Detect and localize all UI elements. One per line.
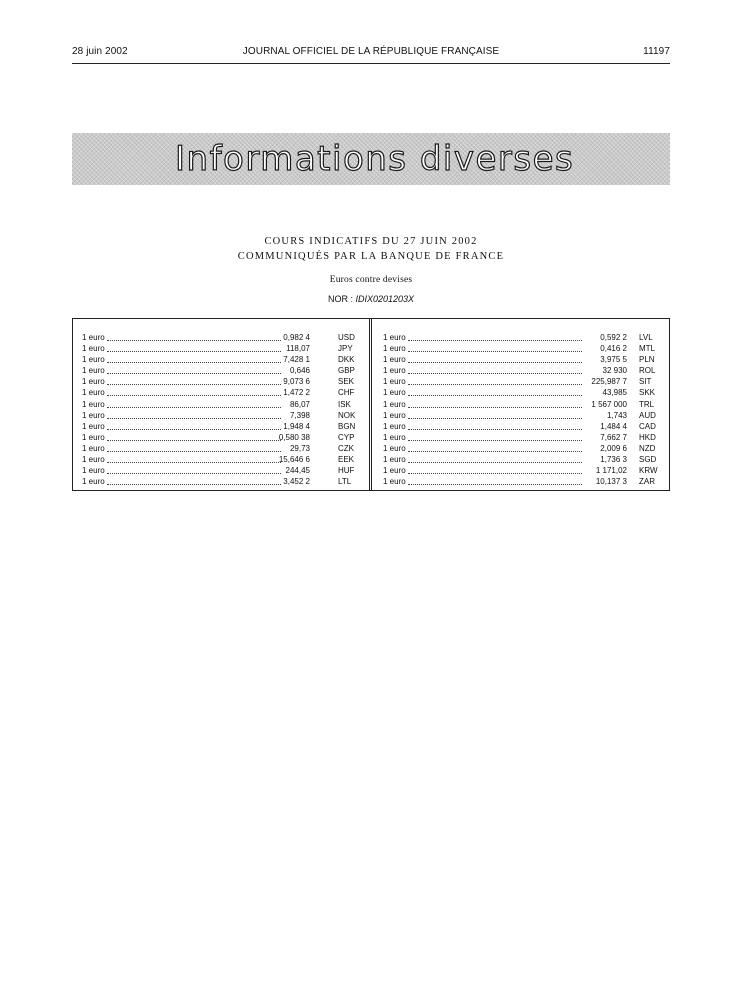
currency-code: ZAR — [639, 477, 655, 487]
rate-row — [82, 410, 362, 421]
rate-row — [82, 343, 362, 354]
rate-unit: 1 euro — [82, 333, 105, 342]
dot-leader — [107, 418, 281, 419]
dot-leader — [408, 429, 582, 430]
rate-unit: 1 euro — [383, 366, 406, 376]
rate-unit: 1 euro — [383, 377, 406, 387]
dot-leader — [408, 351, 582, 352]
currency-code: BGN — [338, 421, 356, 431]
currency-code: EEK — [338, 455, 355, 465]
currency-code: CYP — [338, 432, 355, 442]
rate-value: 0,580 38 — [278, 432, 310, 442]
rate-value: 1,743 — [606, 410, 627, 420]
section-banner — [72, 133, 670, 185]
rate-unit: 1 euro — [383, 388, 406, 398]
rate-value: 0,416 2 — [600, 344, 627, 354]
rate-value: 118,07 — [286, 344, 310, 354]
rate-value: 1,472 2 — [283, 388, 310, 398]
dot-leader — [107, 351, 281, 352]
notice-title-line2: COMMUNIQUÉS PAR LA BANQUE DE FRANCE — [237, 251, 505, 262]
rate-value: 7,428 1 — [283, 355, 310, 365]
rate-value: 29,73 — [289, 443, 310, 453]
dot-leader — [107, 429, 281, 430]
dot-leader — [408, 384, 582, 385]
page-header — [72, 44, 670, 60]
currency-code: HKD — [639, 432, 656, 442]
dot-leader — [408, 473, 582, 474]
currency-code: CAD — [639, 421, 656, 431]
rate-value: 3,975 5 — [600, 355, 627, 365]
dot-leader — [107, 462, 281, 463]
rate-unit: 1 euro — [82, 455, 105, 465]
rate-value: 32 930 — [602, 366, 627, 376]
rates-column-left — [82, 332, 362, 487]
rate-unit: 1 euro — [383, 399, 406, 409]
nor-label: NOR : — [327, 294, 353, 304]
currency-code: LTL — [338, 477, 352, 487]
currency-code: ROL — [639, 366, 656, 376]
column-divider — [369, 319, 372, 490]
dot-leader — [107, 395, 281, 396]
currency-code: TRL — [639, 399, 655, 409]
dot-leader — [408, 340, 582, 341]
dot-leader — [107, 373, 281, 374]
rate-unit: 1 euro — [383, 432, 406, 442]
rate-row — [383, 343, 663, 354]
rate-unit: 1 euro — [82, 355, 105, 365]
rate-value: 10,137 3 — [595, 477, 627, 487]
rate-row — [82, 443, 362, 454]
dot-leader — [107, 340, 281, 341]
dot-leader — [107, 407, 281, 408]
dot-leader — [107, 451, 281, 452]
currency-code: AUD — [639, 410, 656, 420]
rate-row — [383, 465, 663, 476]
currency-code: DKK — [338, 355, 355, 365]
currency-code: KRW — [639, 466, 658, 476]
currency-code: SGD — [639, 455, 657, 465]
rate-value: 3,452 2 — [283, 477, 310, 487]
dot-leader — [408, 462, 582, 463]
rate-unit: 1 euro — [383, 355, 406, 365]
rate-unit: 1 euro — [82, 388, 105, 398]
rate-row — [383, 399, 663, 410]
header-divider — [72, 63, 670, 64]
rate-row — [82, 332, 362, 343]
rate-unit: 1 euro — [383, 455, 406, 465]
currency-code: JPY — [338, 344, 353, 354]
dot-leader — [408, 451, 582, 452]
dot-leader — [107, 473, 281, 474]
rate-row — [383, 410, 663, 421]
rate-unit: 1 euro — [82, 377, 105, 387]
nor-reference — [72, 294, 670, 304]
rate-unit: 1 euro — [82, 466, 105, 476]
rate-row — [82, 354, 362, 365]
currency-code: CZK — [338, 443, 354, 453]
rate-row — [82, 476, 362, 487]
dot-leader — [408, 395, 582, 396]
rate-unit: 1 euro — [383, 466, 406, 476]
rate-value: 1,948 4 — [283, 421, 310, 431]
dot-leader — [408, 407, 582, 408]
rate-value: 0,982 4 — [283, 333, 310, 342]
currency-code: SEK — [338, 377, 355, 387]
rate-row — [82, 432, 362, 443]
rate-unit: 1 euro — [383, 344, 406, 354]
rate-unit: 1 euro — [383, 477, 406, 487]
rate-value: 86,07 — [289, 399, 310, 409]
dot-leader — [408, 484, 582, 485]
currency-code: NZD — [639, 443, 656, 453]
dot-leader — [107, 384, 281, 385]
rate-value: 7,662 7 — [600, 432, 627, 442]
rate-row — [383, 354, 663, 365]
rate-unit: 1 euro — [82, 432, 105, 442]
rate-unit: 1 euro — [383, 443, 406, 453]
currency-code: GBP — [338, 366, 355, 376]
rate-unit: 1 euro — [82, 443, 105, 453]
rate-value: 43,985 — [602, 388, 627, 398]
rate-unit: 1 euro — [383, 410, 406, 420]
header-date: 28 juin 2002 — [72, 46, 128, 57]
dot-leader — [107, 484, 281, 485]
currency-code: NOK — [338, 410, 356, 420]
rate-row — [82, 365, 362, 376]
rate-row — [383, 476, 663, 487]
rate-row — [82, 387, 362, 398]
exchange-rates-table — [72, 318, 670, 491]
currency-code: PLN — [639, 355, 655, 365]
rate-value: 0,592 2 — [600, 333, 627, 342]
nor-value: IDIX0201203X — [355, 294, 415, 304]
rate-row — [383, 365, 663, 376]
rate-value: 1,736 3 — [600, 455, 627, 465]
section-title: Informations diverses — [175, 139, 575, 179]
currency-code: SIT — [639, 377, 652, 387]
notice-title-line1: COURS INDICATIFS DU 27 JUIN 2002 — [264, 236, 478, 247]
currency-code: MTL — [639, 344, 655, 354]
dot-leader — [408, 373, 582, 374]
rate-value: 225,987 7 — [591, 377, 627, 387]
rate-value: 15,646 6 — [278, 455, 310, 465]
rates-column-right — [383, 332, 663, 487]
rate-row — [82, 465, 362, 476]
currency-code: ISK — [338, 399, 351, 409]
rate-unit: 1 euro — [383, 421, 406, 431]
rate-row — [82, 376, 362, 387]
notice-subtitle: Euros contre devises — [329, 275, 413, 285]
rate-row — [82, 399, 362, 410]
dot-leader — [107, 362, 281, 363]
dot-leader — [408, 418, 582, 419]
rate-row — [383, 376, 663, 387]
rate-row — [383, 387, 663, 398]
rate-row — [383, 332, 663, 343]
rate-value: 7,398 — [289, 410, 310, 420]
rate-value: 244,45 — [285, 466, 310, 476]
currency-code: CHF — [338, 388, 355, 398]
dot-leader — [408, 362, 582, 363]
currency-code: HUF — [338, 466, 355, 476]
rate-unit: 1 euro — [82, 399, 105, 409]
currency-code: USD — [338, 333, 355, 342]
rate-row — [383, 432, 663, 443]
currency-code: LVL — [639, 333, 653, 342]
rate-row — [383, 421, 663, 432]
rate-unit: 1 euro — [82, 344, 105, 354]
journal-title: JOURNAL OFFICIEL DE LA RÉPUBLIQUE FRANÇAISE — [242, 46, 500, 57]
rate-value: 2,009 6 — [600, 443, 627, 453]
rate-unit: 1 euro — [82, 366, 105, 376]
dot-leader — [107, 440, 281, 441]
dot-leader — [408, 440, 582, 441]
rate-row — [383, 443, 663, 454]
rate-row — [82, 421, 362, 432]
page-number: 11197 — [643, 46, 670, 57]
rate-value: 1 171,02 — [595, 466, 627, 476]
rate-value: 1,484 4 — [600, 421, 627, 431]
rate-value: 0,646 — [289, 366, 310, 376]
rate-value: 1 567 000 — [591, 399, 627, 409]
rate-row — [383, 454, 663, 465]
rate-row — [82, 454, 362, 465]
rate-unit: 1 euro — [82, 410, 105, 420]
rate-unit: 1 euro — [82, 421, 105, 431]
rate-value: 9,073 6 — [283, 377, 310, 387]
rate-unit: 1 euro — [82, 477, 105, 487]
currency-code: SKK — [639, 388, 656, 398]
rate-unit: 1 euro — [383, 333, 406, 342]
